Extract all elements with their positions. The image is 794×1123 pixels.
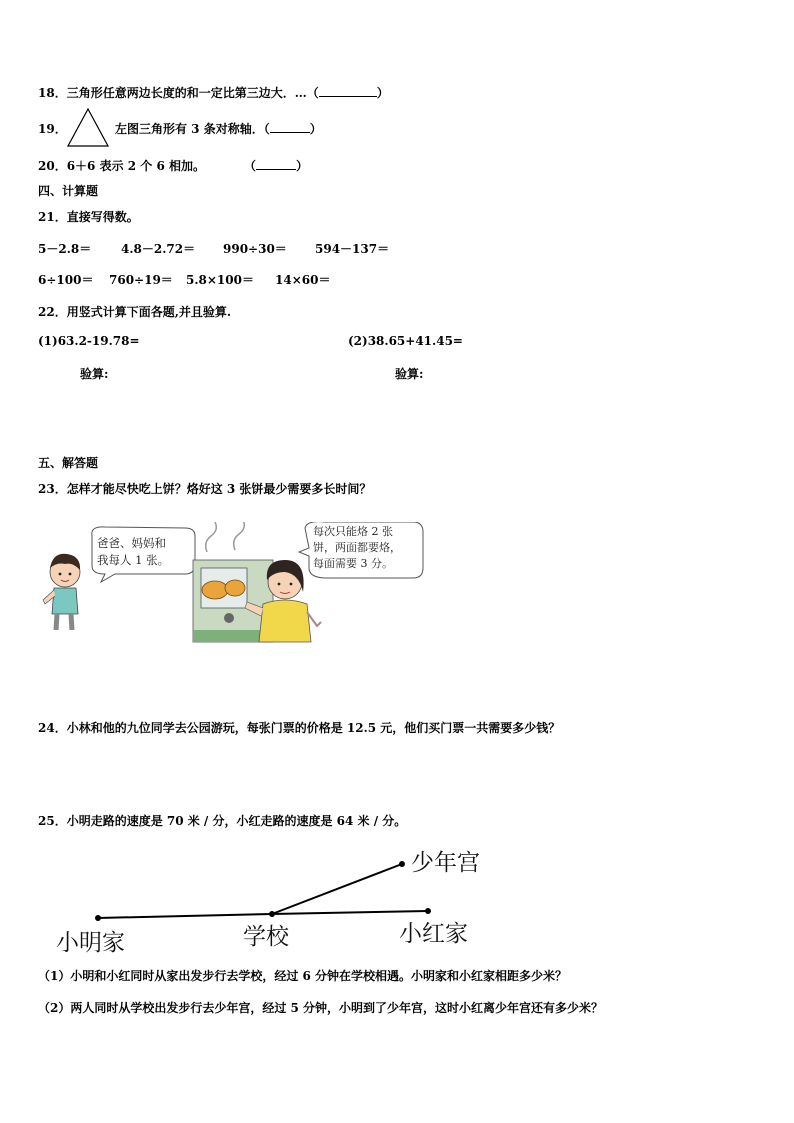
triangle-figure xyxy=(65,106,111,148)
question-number: 20． xyxy=(38,159,67,173)
question-text: 6＋6 表示 2 个 6 相加。 xyxy=(66,159,205,173)
question-20-answer: （ ） xyxy=(244,159,309,173)
speech-bubble-left-text: 爸爸、妈妈和 我每人 1 张。 xyxy=(97,536,170,567)
speech-bubble-right-text: 每次只能烙 2 张 饼，两面都要烙， 每面需要 3 分。 xyxy=(313,525,401,570)
label-youth-palace: 少年宫 xyxy=(411,850,480,876)
question-18: 18．三角形任意两边长度的和一定比第三边大．…（ ） xyxy=(38,86,389,100)
problem-2: (2)38.65+41.45= xyxy=(348,334,463,348)
youth-palace-point xyxy=(399,861,405,867)
label-xiaohong-home: 小红家 xyxy=(399,921,468,947)
check-label: 验算: xyxy=(395,367,424,381)
question-text: 怎样才能尽快吃上饼？烙好这 3 张饼最少需要多长时间？ xyxy=(66,482,372,496)
question-text: 小明走路的速度是 70 米 / 分，小红走路的速度是 64 米 / 分。 xyxy=(66,814,407,828)
question-20 xyxy=(38,157,205,174)
question-19-number: 19． xyxy=(38,122,67,136)
question-text: 左图三角形有 3 条对称轴．（ xyxy=(115,122,270,136)
section-heading-calculation: 四、计算题 xyxy=(38,184,99,198)
boy-figure xyxy=(43,554,80,630)
calc-item: 6÷100＝ xyxy=(38,273,94,287)
question-21 xyxy=(38,208,139,225)
question-text: 小林和他的九位同学去公园游玩，每张门票的价格是 12.5 元，他们买门票一共需要多少钱？ xyxy=(66,721,561,735)
question-number: 22． xyxy=(38,305,67,319)
answer-blank[interactable] xyxy=(256,169,296,170)
calc-item: 760÷19＝ xyxy=(109,273,173,287)
calc-item: 594－137＝ xyxy=(315,242,390,256)
answer-blank[interactable] xyxy=(319,96,377,97)
question-24 xyxy=(38,719,560,736)
question-22 xyxy=(38,303,231,320)
section-heading-word-problems: 五、解答题 xyxy=(38,456,99,470)
calc-item: 4.8－2.72＝ xyxy=(121,242,196,256)
question-25-part-2: （2）两人同时从学校出发步行去少年宫，经过 5 分钟，小明到了少年宫，这时小红离少年宫还有多少米？ xyxy=(38,1001,604,1015)
calc-item: 5－2.8＝ xyxy=(38,242,92,256)
school-point xyxy=(269,911,275,917)
calc-item: 990÷30＝ xyxy=(223,242,287,256)
problem-1: (1)63.2-19.78= xyxy=(38,334,140,348)
question-text: 直接写得数。 xyxy=(66,210,139,224)
question-23 xyxy=(38,480,371,497)
label-school: 学校 xyxy=(243,924,289,950)
question-25 xyxy=(38,812,406,829)
question-number: 18． xyxy=(38,86,67,100)
label-xiaoming-home: 小明家 xyxy=(56,930,125,956)
question-text: 用竖式计算下面各题,并且验算. xyxy=(66,305,232,319)
question-number: 24． xyxy=(38,721,67,735)
xiaohong-home-point xyxy=(425,908,431,914)
question-19: 左图三角形有 3 条对称轴．（ ） xyxy=(115,122,322,136)
question-25-part-1: （1）小明和小红同时从家出发步行去学校，经过 6 分钟在学校相遇。小明家和小红家相距多少米？ xyxy=(38,969,568,983)
calc-item: 14×60＝ xyxy=(275,273,331,287)
calc-item: 5.8×100＝ xyxy=(186,273,254,287)
xiaoming-home-point xyxy=(95,915,101,921)
check-label: 验算: xyxy=(80,367,109,381)
question-number: 25． xyxy=(38,814,67,828)
question-number: 21． xyxy=(38,210,67,224)
answer-blank[interactable] xyxy=(270,132,310,133)
question-text: 三角形任意两边长度的和一定比第三边大．…（ xyxy=(66,86,319,100)
question-number: 23． xyxy=(38,482,67,496)
